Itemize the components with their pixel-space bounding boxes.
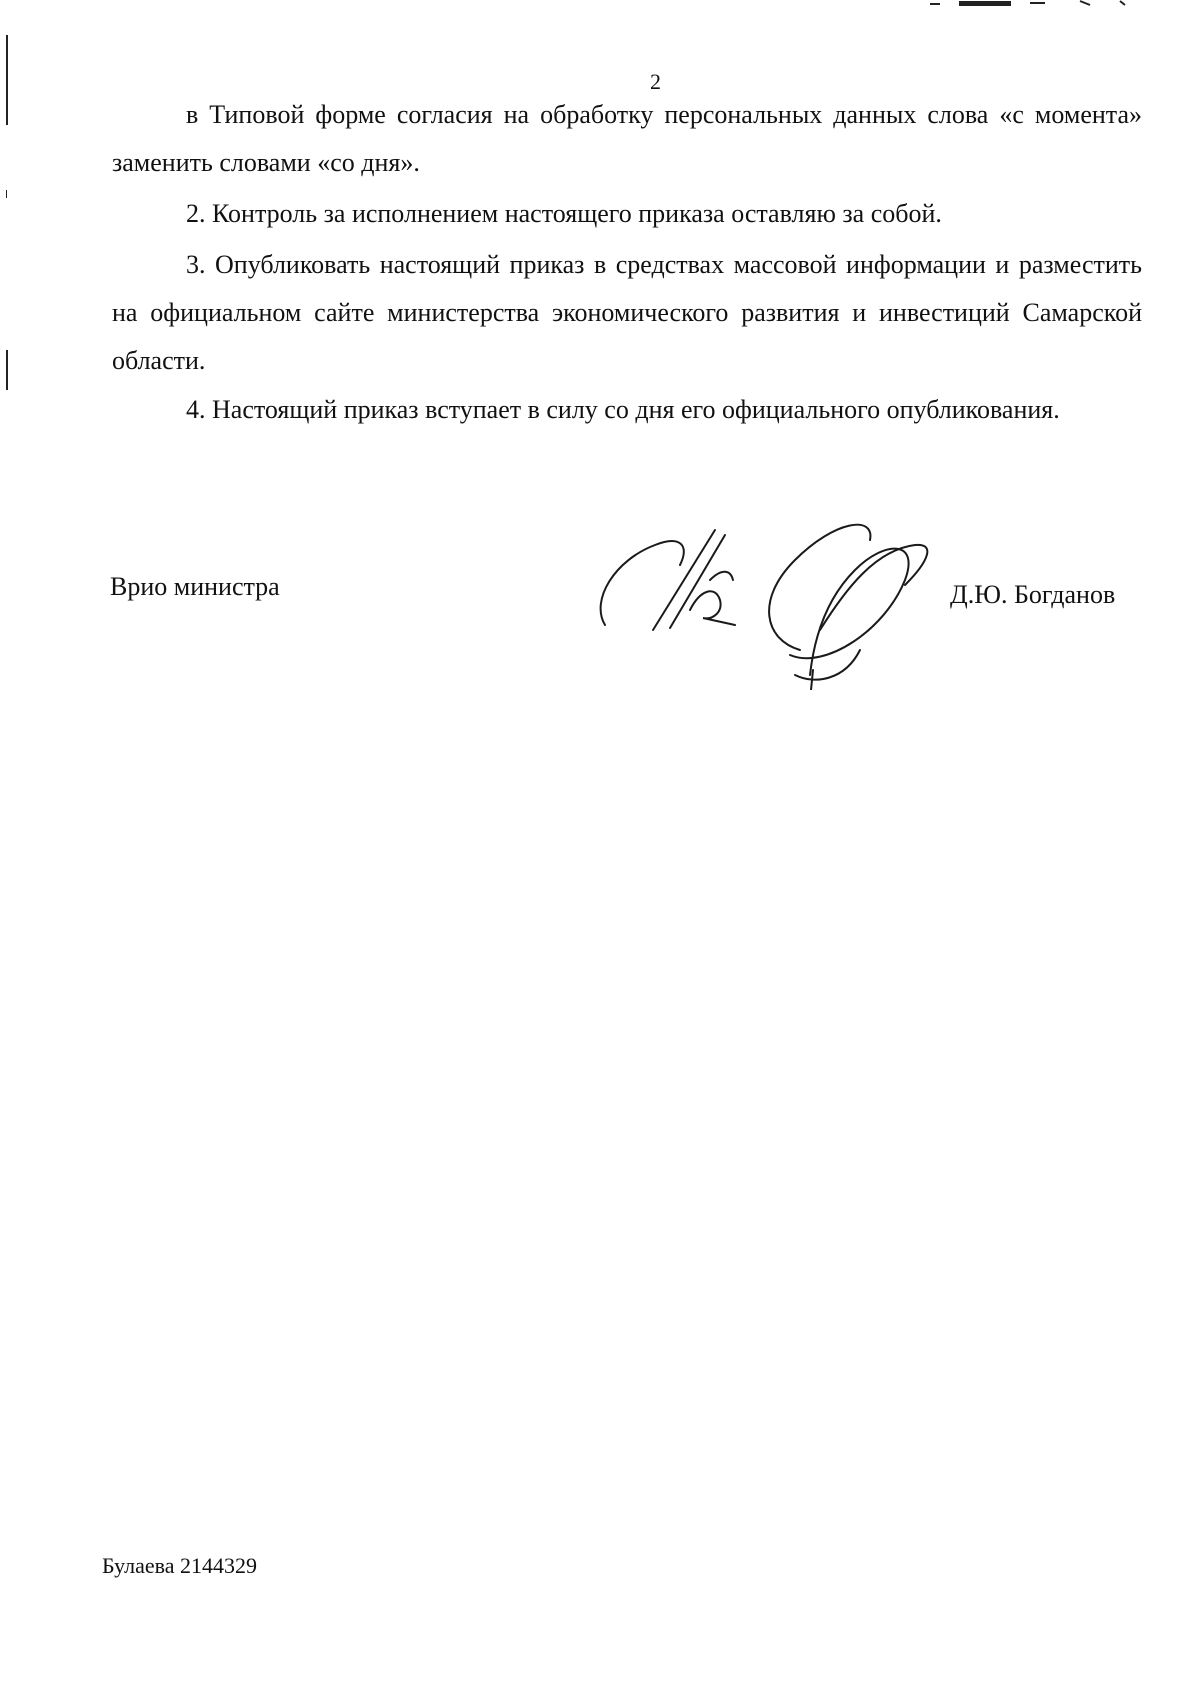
signer-name: Д.Ю. Богданов xyxy=(950,580,1116,609)
executor-contact: Булаева 2144329 xyxy=(102,1553,257,1578)
paragraph-text: 2. Контроль за исполнением настоящего приказа оставляю за собой. xyxy=(186,199,942,228)
page-number: 2 xyxy=(650,69,661,94)
scan-edge-mark xyxy=(6,350,8,390)
paragraph-control xyxy=(112,190,1142,238)
paragraph-text: 4. Настоящий приказ вступает в силу со дня его официального опубликования. xyxy=(186,395,1060,424)
signer-title: Врио министра xyxy=(110,572,280,601)
handwritten-signature xyxy=(585,500,955,690)
scan-top-artifact xyxy=(930,0,1130,6)
paragraph-text: 3. Опубликовать настоящий приказ в средствах массовой информации и разместить на официальном сайте министерства экономического развития и инвестиций Самарской области. xyxy=(112,250,1142,375)
paragraph-effective-date xyxy=(112,386,1142,434)
scan-edge-mark xyxy=(6,35,8,125)
paragraph-publish xyxy=(112,241,1142,385)
paragraph-text: в Типовой форме согласия на обработку персональных данных слова «с момента» заменить словами «со дня». xyxy=(112,100,1142,177)
paragraph-standard-form xyxy=(112,91,1142,187)
scan-edge-mark xyxy=(6,190,7,198)
